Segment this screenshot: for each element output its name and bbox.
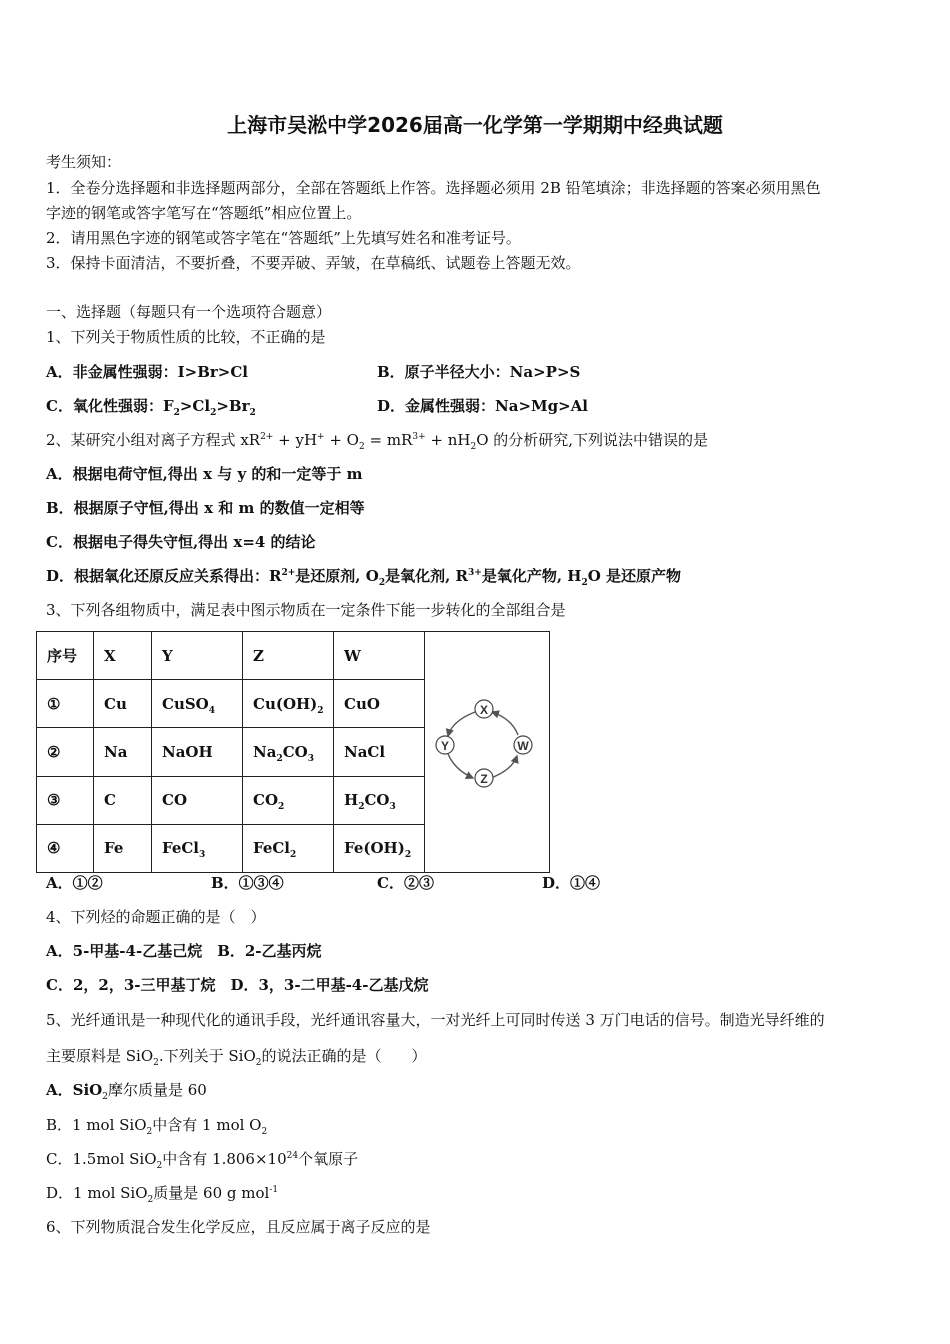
- header-cell: Y: [152, 632, 243, 680]
- notice-heading: 考生须知：: [46, 153, 122, 171]
- q2-stem: 2、某研究小组对离子方程式 $xR^{2+} + yH^+ + O_2 = mR^{3+} + nH_2O$ 的分析研究,下列说法中错误的是: [46, 431, 709, 452]
- table-cell: Cu: [94, 680, 152, 728]
- q5-option-b: B．1 mol SiO$_2$中含有 1 mol $O_2$: [46, 1116, 268, 1137]
- q4-options-ab: A．5-甲基-4-乙基己烷 B．2-乙基丙烷: [46, 942, 322, 960]
- table-cell: $Cu(OH)_2$: [243, 680, 334, 728]
- table-cell: C: [94, 776, 152, 824]
- table-cell: CO: [152, 776, 243, 824]
- q3-option-b: B．①③④: [211, 874, 284, 892]
- q3-option-d: D．①④: [542, 874, 601, 892]
- header-cell: 序号: [37, 632, 94, 680]
- svg-text:Z: Z: [480, 772, 488, 786]
- table-cell: NaCl: [334, 728, 425, 776]
- table-cell: $CO_2$: [243, 776, 334, 824]
- q5-option-c: C．1.5mol SiO$_2$中含有 $1.806\times 10^{24}$个氧原子: [46, 1150, 359, 1171]
- q2-option-b: B．根据原子守恒,得出 x 和 m 的数值一定相等: [46, 499, 365, 517]
- q1-option-d: D．金属性强弱：Na>Mg>Al: [377, 397, 589, 415]
- arrow-x-to-y: [448, 712, 475, 736]
- q6-stem: 6、下列物质混合发生化学反应，且反应属于离子反应的是: [46, 1218, 431, 1236]
- q2-option-c: C．根据电子得失守恒,得出 x=4 的结论: [46, 533, 316, 551]
- table-cell: $H_2CO_3$: [334, 776, 425, 824]
- q1-stem: 1、下列关于物质性质的比较，不正确的是: [46, 328, 326, 346]
- q3-option-c: C．②③: [377, 874, 434, 892]
- q2-option-d: D．根据氧化还原反应关系得出：$R^{2+}$是还原剂, $O_2$是氧化剂, $R^{3+}$是氧化产物, $H_2O$ 是还原产物: [46, 567, 681, 588]
- q5-option-a: A．SiO$_2$摩尔质量是 60: [46, 1081, 207, 1102]
- table-cell: ④: [37, 824, 94, 872]
- q3-stem: 3、下列各组物质中，满足表中图示物质在一定条件下能一步转化的全部组合是: [46, 601, 566, 619]
- arrow-z-to-w: [491, 756, 517, 778]
- conversion-diagram: [425, 632, 550, 873]
- table-cell: CuO: [334, 680, 425, 728]
- q5-stem-cont: 主要原料是 SiO$_2$.下列关于 SiO$_2$的说法正确的是（ ）: [46, 1047, 427, 1068]
- header-cell: W: [334, 632, 425, 680]
- q3-option-a: A．①②: [46, 874, 103, 892]
- table-cell: Na: [94, 728, 152, 776]
- table-cell: FeCl$_3$: [152, 824, 243, 872]
- table-cell: ②: [37, 728, 94, 776]
- header-cell: Z: [243, 632, 334, 680]
- q5-option-d: D．1 mol SiO$_2$质量是 60 g mol$^{-1}$: [46, 1184, 279, 1205]
- section-heading: 一、选择题（每题只有一个选项符合题意）: [46, 303, 332, 321]
- table-cell: NaOH: [152, 728, 243, 776]
- header-cell: X: [94, 632, 152, 680]
- notice-item-1: 1．全卷分选择题和非选择题两部分，全部在答题纸上作答。选择题必须用 2B 铅笔填涂；非选择题的答案必须用黑色: [46, 179, 821, 197]
- svg-text:W: W: [517, 739, 529, 753]
- q1-option-c: C．氧化性强弱：$F_2>Cl_2>Br_2$: [46, 397, 256, 418]
- q3-table: [36, 631, 550, 873]
- svg-text:X: X: [479, 703, 489, 717]
- q2-option-a: A．根据电荷守恒,得出 x 与 y 的和一定等于 m: [46, 465, 363, 483]
- table-cell: FeCl$_2$: [243, 824, 334, 872]
- notice-item-1-cont: 字迹的钢笔或答字笔写在“答题纸”相应位置上。: [46, 204, 362, 222]
- node-y: [436, 736, 454, 754]
- q5-stem: 5、光纤通讯是一种现代化的通讯手段，光纤通讯容量大，一对光纤上可同时传送 3 万门电话的信号。制造光导纤维的: [46, 1011, 825, 1029]
- cycle-diagram: [425, 632, 549, 868]
- q1-option-a: A．非金属性强弱：I>Br>Cl: [46, 363, 249, 381]
- node-w: [514, 736, 532, 754]
- arrow-y-to-z: [448, 754, 473, 778]
- table-row: [37, 632, 550, 680]
- table-cell: ③: [37, 776, 94, 824]
- q4-options-cd: C．2，2，3-三甲基丁烷 D．3，3-二甲基-4-乙基戊烷: [46, 976, 429, 994]
- arrow-w-to-x: [492, 712, 518, 735]
- table-cell: CuSO$_4$: [152, 680, 243, 728]
- page-title: 上海市吴淞中学2026届高一化学第一学期期中经典试题: [227, 113, 723, 137]
- q1-option-b: B．原子半径大小：Na>P>S: [377, 363, 581, 381]
- table-cell: $Fe(OH)_2$: [334, 824, 425, 872]
- svg-text:Y: Y: [440, 739, 450, 753]
- table-cell: $Na_2CO_3$: [243, 728, 334, 776]
- table-cell: Fe: [94, 824, 152, 872]
- notice-item-2: 2．请用黑色字迹的钢笔或答字笔在“答题纸”上先填写姓名和准考证号。: [46, 229, 521, 247]
- node-x: [475, 700, 493, 718]
- table-cell: ①: [37, 680, 94, 728]
- q4-stem: 4、下列烃的命题正确的是（ ）: [46, 908, 266, 926]
- notice-item-3: 3．保持卡面清洁，不要折叠，不要弄破、弄皱，在草稿纸、试题卷上答题无效。: [46, 254, 581, 272]
- node-z: [475, 769, 493, 787]
